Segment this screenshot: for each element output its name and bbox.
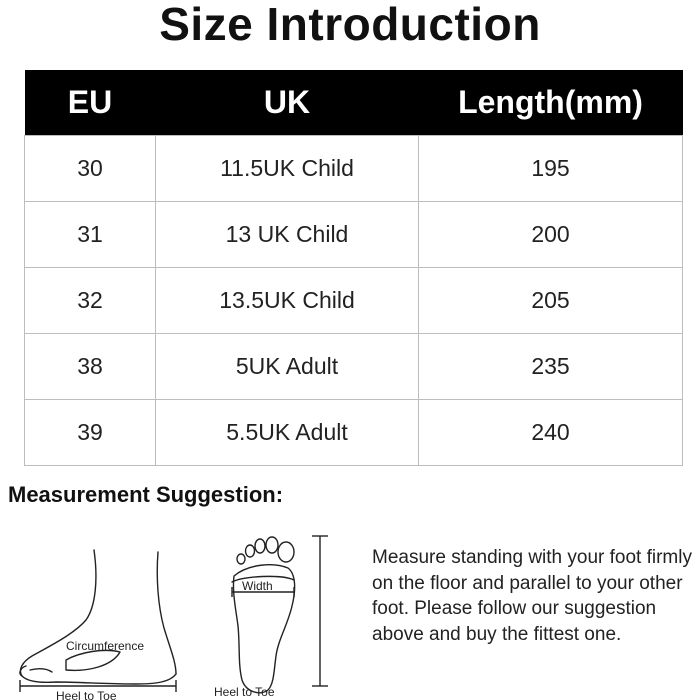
foot-outline-front (20, 550, 176, 684)
table-header-row (25, 70, 683, 136)
toe-big (278, 542, 294, 562)
circumference-label: Circumference (66, 639, 145, 653)
advice-text: Measure standing with your foot firmly on the floor and parallel to your other foot. Please follow our suggestion above and buy the fittest one. (372, 547, 692, 645)
table-row (25, 400, 683, 466)
header-uk: UK (156, 70, 419, 136)
cell-uk: 5.5UK Adult (156, 400, 419, 466)
toe-2 (266, 537, 278, 553)
cell-uk: 13.5UK Child (156, 268, 419, 334)
toe-4 (246, 545, 255, 557)
top-foot-illustration (208, 530, 338, 700)
header-eu: EU (25, 70, 156, 136)
cell-eu: 30 (25, 136, 156, 202)
cell-uk: 13 UK Child (156, 202, 419, 268)
measurement-title: Measurement Suggestion: (8, 482, 284, 507)
table-row (25, 334, 683, 400)
top-heel-to-toe-label: Heel to Toe (214, 685, 275, 699)
foot-outline-back (157, 552, 176, 674)
table-row (25, 136, 683, 202)
cell-eu: 31 (25, 202, 156, 268)
table-row (25, 268, 683, 334)
cell-length: 200 (419, 202, 683, 268)
table-row (25, 202, 683, 268)
cell-uk: 11.5UK Child (156, 136, 419, 202)
header-length: Length(mm) (419, 70, 683, 136)
cell-length: 205 (419, 268, 683, 334)
cell-uk: 5UK Adult (156, 334, 419, 400)
size-table (24, 70, 683, 466)
measurement-advice (372, 545, 694, 647)
page-title: Size Introduction (159, 0, 541, 50)
cell-length: 240 (419, 400, 683, 466)
side-heel-to-toe-label: Heel to Toe (56, 689, 117, 700)
circumference-band (66, 650, 120, 670)
toe-3 (255, 539, 265, 553)
width-label: Width (242, 579, 273, 593)
toe-5 (237, 554, 245, 564)
cell-eu: 32 (25, 268, 156, 334)
cell-eu: 38 (25, 334, 156, 400)
cell-eu: 39 (25, 400, 156, 466)
cell-length: 235 (419, 334, 683, 400)
side-foot-illustration (8, 548, 208, 700)
cell-length: 195 (419, 136, 683, 202)
